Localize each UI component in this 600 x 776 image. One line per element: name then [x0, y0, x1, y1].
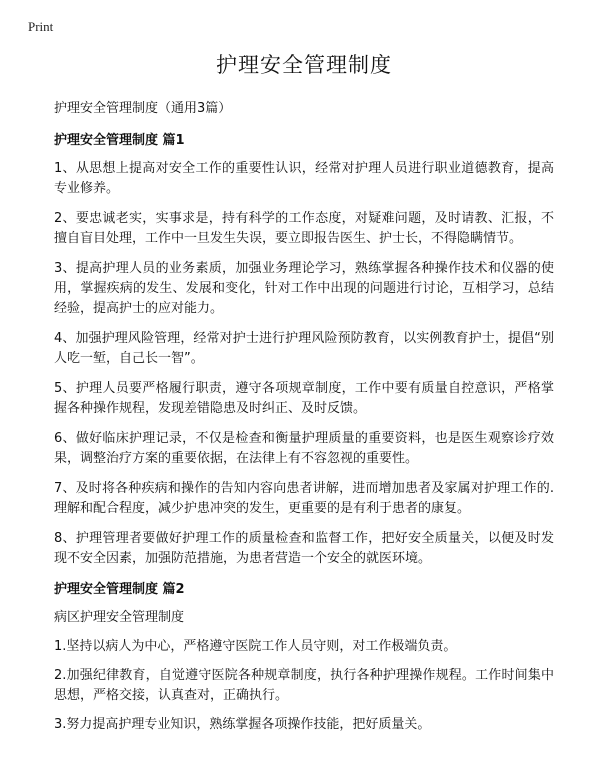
section-1	[54, 130, 554, 569]
paragraph: 3.努力提高护理专业知识，熟练掌握各项操作技能，把好质量关。	[54, 717, 431, 732]
section-heading: 护理安全管理制度 篇2	[54, 582, 185, 597]
document-body	[54, 50, 554, 744]
paragraph: 7、及时将各种疾病和操作的告知内容向患者讲解，进而增加患者及家属对护理工作的.理解和配合程度，减少护患冲突的发生，更重要的是有利于患者的康复。	[54, 481, 554, 516]
paragraph: 5、护理人员要严格履行职责，遵守各项规章制度，工作中要有质量自控意识，严格掌握各种操作规程，发现差错隐患及时纠正、及时反馈。	[54, 381, 554, 416]
paragraph: 8、护理管理者要做好护理工作的质量检查和监督工作，把好安全质量关，以便及时发现不安全因素，加强防范措施，为患者营造一个安全的就医环境。	[54, 531, 554, 566]
paragraph: 病区护理安全管理制度	[54, 610, 185, 625]
section-2	[54, 579, 554, 735]
paragraph: 1、从思想上提高对安全工作的重要性认识，经常对护理人员进行职业道德教育，提高专业修养。	[54, 161, 554, 196]
paragraph: 1.坚持以病人为中心，严格遵守医院工作人员守则，对工作极端负责。	[54, 639, 457, 654]
page-title: 护理安全管理制度	[216, 53, 392, 77]
document-subtitle: 护理安全管理制度（通用3篇）	[54, 101, 232, 116]
paragraph: 6、做好临床护理记录，不仅是检查和衡量护理质量的重要资料，也是医生观察诊疗效果，调整治疗方案的重要依据，在法律上有不容忽视的重要性。	[54, 431, 554, 466]
paragraph: 3、提高护理人员的业务素质，加强业务理论学习，熟练掌握各种操作技术和仪器的使用，掌握疾病的发生、发展和变化，针对工作中出现的问题进行讨论，互相学习，总结经验，提高护士的应对能力。	[54, 261, 554, 316]
paragraph: 2.加强纪律教育，自觉遵守医院各种规章制度，执行各种护理操作规程。工作时间集中思想，严格交接，认真查对，正确执行。	[54, 668, 554, 703]
section-heading: 护理安全管理制度 篇1	[54, 133, 185, 148]
paragraph: 2、要忠诚老实，实事求是，持有科学的工作态度，对疑难问题，及时请教、汇报，不擅自盲目处理，工作中一旦发生失误，要立即报告医生、护士长，不得隐瞒情节。	[54, 211, 554, 246]
print-link[interactable]: Print	[28, 19, 54, 34]
paragraph: 4、加强护理风险管理，经常对护士进行护理风险预防教育，以实例教育护士，提倡“别人吃一堑，自己长一智”。	[54, 331, 554, 366]
